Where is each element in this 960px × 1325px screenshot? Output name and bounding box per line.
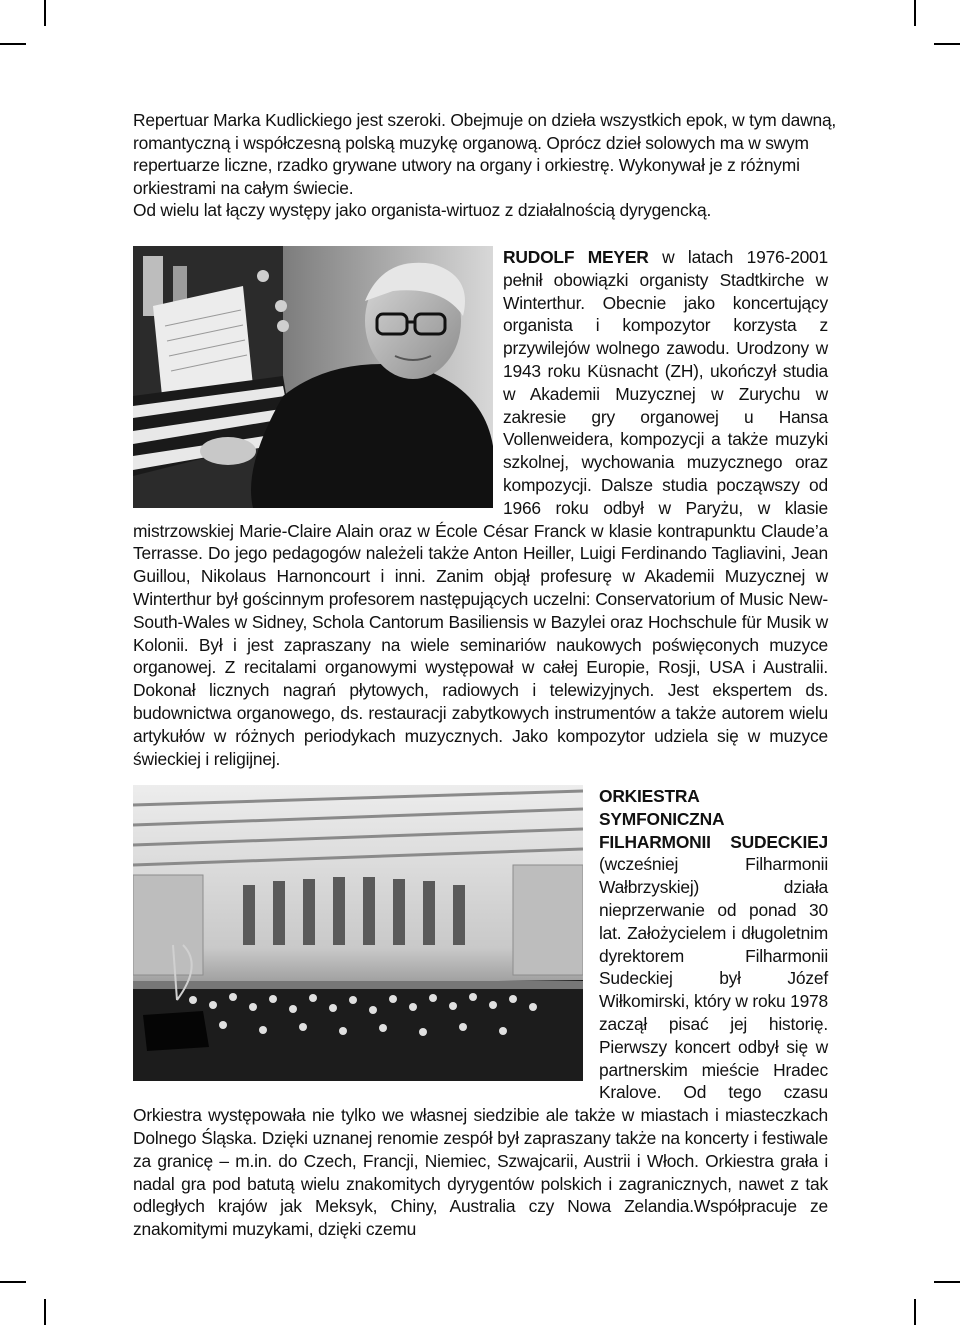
meyer-portrait-photo	[133, 246, 493, 508]
intro-line: orkiestrami na całym świecie.	[133, 177, 354, 198]
meyer-biography	[133, 246, 828, 770]
crop-mark	[934, 43, 960, 45]
meyer-text: w latach 1976-2001 pełnił obowiązki organisty Stadtkirche w Winterthur. Obecnie jako koncertujący organista i kompozytor korzysta z przywilejów wolnego zawodu. Urodzony w 1943 roku Küsnacht (ZH), ukończył studia w Akademii Muzycznej w Zurychu w zakresie gry organowej u Hansa Vollenweidera, kompozycji a także muzyki szkolnej, wychowania muzycznego oraz kompozycji. Dalsze studia począwszy od 1966 roku odbył w Paryżu, w klasie mistrzowskiej Marie-Claire Alain oraz w École César Franck w klasie kontrapunktu Claude’a Terrasse. Do jego pedagogów należeli także Anton Heiller, Luigi Ferdinando Tagliavini, Jean Guillou, Nikolaus Harnoncourt i inni. Zanim objął profesurę w Akademii Muzycznej w Winterthur był gościnnym profesorem następujących uczelni: Conservatorium of Music New-South-Wales w Sidney, Schola Cantorum Basiliensis w Bazylei oraz Hochschule für Musik w Kolonii. Był i jest zapraszany na wiele seminariów naukowych poświęconych muzyce organowej. Z recitalami organowymi występował w całej Europie, Rosji, USA i Australii. Dokonał licznych nagrań płytowych, radiowych i telewizyjnych. Jest ekspertem ds. budownictwa organowego, ds. restauracji zabytkowych instrumentów a także autorem wielu artykułów w różnych periodykach muzycznych. Jako kompozytor udziela się w muzyce świeckiej i religijnej.	[133, 247, 828, 769]
intro-line: repertuarze liczne, rzadko grywane utwory na organy i orkiestrę. Wykonywał je z różnymi	[133, 155, 800, 176]
crop-mark	[44, 0, 46, 26]
intro-line: Od wielu lat łączy występy jako organista-wirtuoz z działalnością dyrygencką.	[133, 200, 712, 221]
crop-mark	[934, 1281, 960, 1283]
crop-mark	[44, 1299, 46, 1325]
crop-mark	[914, 0, 916, 26]
orchestra-description	[133, 785, 828, 1241]
meyer-name: RUDOLF MEYER	[503, 247, 649, 267]
crop-mark	[0, 1281, 26, 1283]
intro-line: romantyczną i współczesną polską muzykę organową. Oprócz dzieł solowych ma w swym	[133, 132, 809, 153]
crop-mark	[914, 1299, 916, 1325]
orchestra-hall-photo	[133, 785, 583, 1081]
intro-line: Repertuar Marka Kudlickiego jest szeroki. Obejmuje on dzieła wszystkich epok, w tym dawną,	[133, 110, 837, 130]
intro-paragraph	[133, 109, 837, 222]
crop-mark	[0, 43, 26, 45]
orchestra-text: (wcześniej Filharmonii Wałbrzyskiej) działa nieprzerwanie od ponad 30 lat. Założycielem i długoletnim dyrektorem Filharmonii Sudeckiej był Józef Wiłkomirski, który w roku 1978 zaczął pisać jej historię. Pierwszy koncert odbył się w partnerskim mieście Hradec Kralove. Od tego czasu Orkiestra występowała nie tylko we własnej siedzibie ale także w miastach i miasteczkach Dolnego Śląska. Dzięki uznanej renomie zespół był zapraszany także na koncerty i festiwale za granicę – m.in. do Czech, Francji, Niemiec, Szwajcarii, Austrii i Włoch. Orkiestra grała i nadal gra pod batutą wielu znakomitych dyrygentów polskich i zagranicznych, nawet z tak odległych krajów jak Meksyk, Chiny, Australia czy Nowa Zelandia.Współpracuje ze znakomitymi muzykami, dzięki czemu	[133, 854, 828, 1240]
orchestra-name: ORKIESTRA SYMFONICZNA FILHARMONII SUDECKIEJ	[599, 786, 828, 852]
